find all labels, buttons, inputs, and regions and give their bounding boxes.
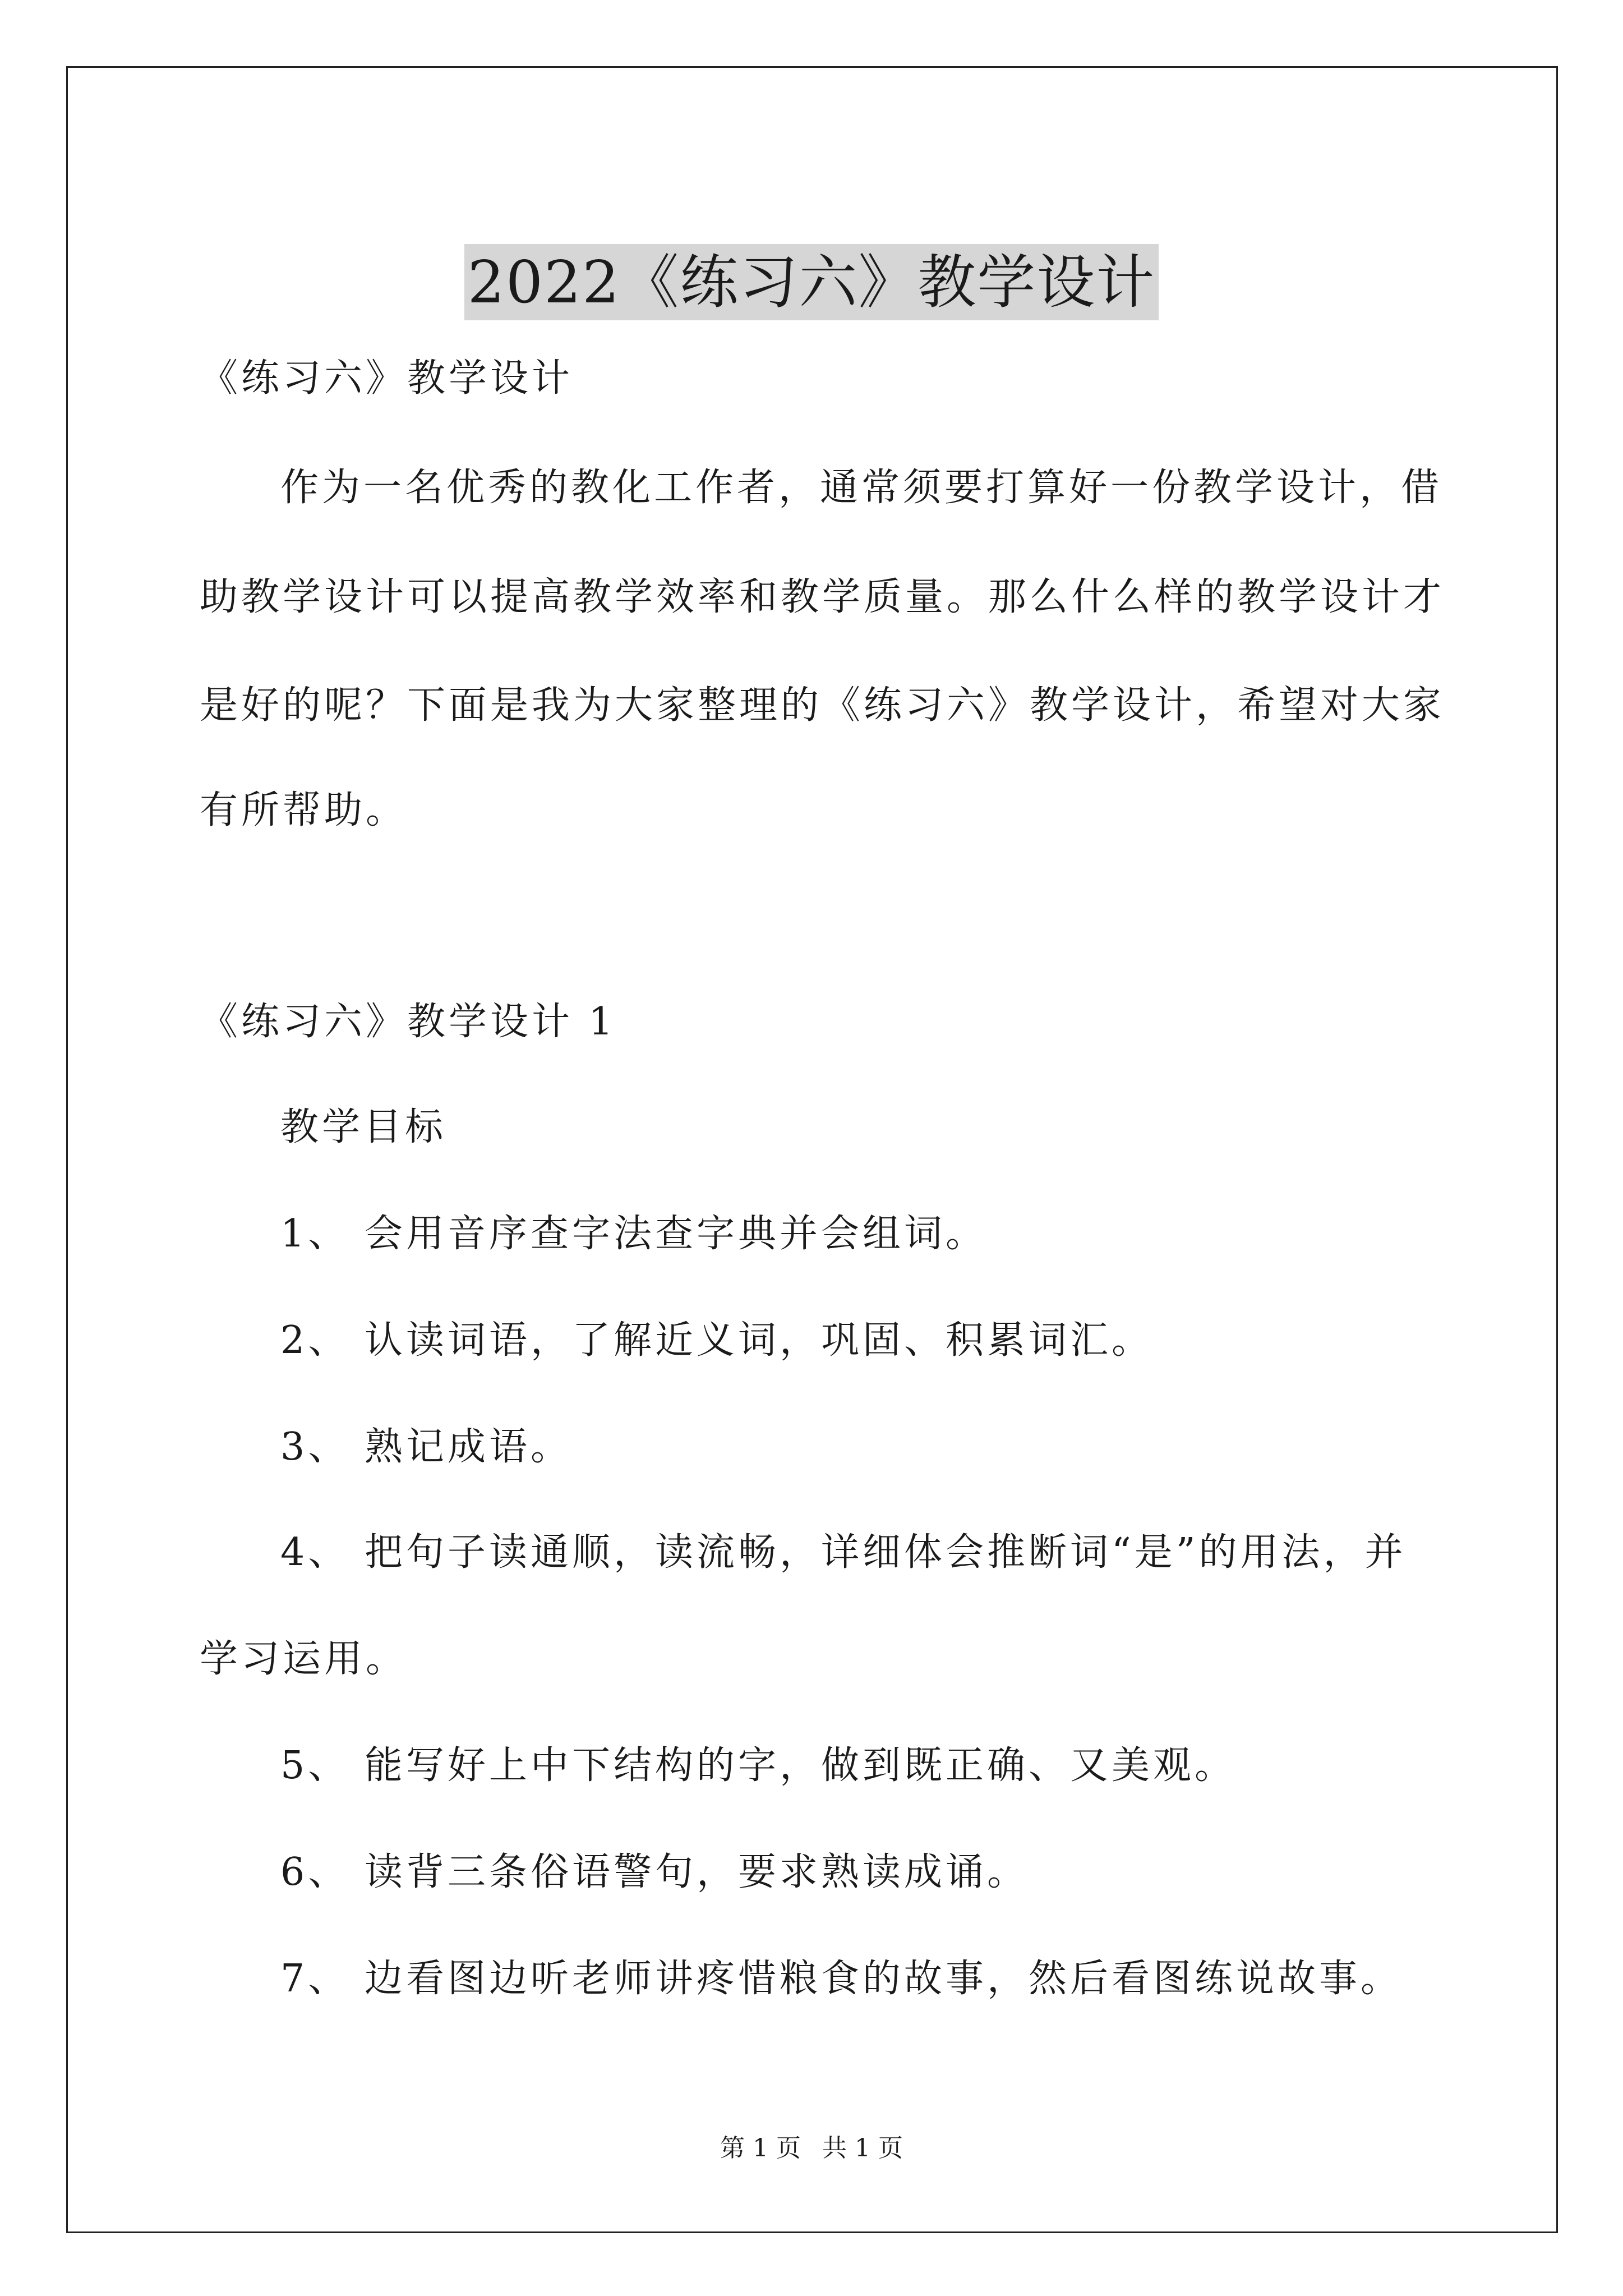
document-title: 2022《练习六》教学设计 <box>464 244 1159 320</box>
intro-line-3: 是好的呢？下面是我为大家整理的《练习六》教学设计，希望对大家 <box>200 683 1445 728</box>
goal-item-1 <box>280 1212 987 1257</box>
page-footer <box>0 2132 1623 2165</box>
goal-number: 6、 <box>280 1850 350 1894</box>
goal-text: 把句子读通顺，读流畅，详细体会推断词“是”的用法，并 <box>365 1530 1407 1575</box>
goal-item-4 <box>280 1530 1407 1575</box>
goal-item-4-continuation: 学习运用。 <box>200 1637 408 1681</box>
goal-number: 7、 <box>280 1957 350 2001</box>
page-total: 共 1 页 <box>822 2134 903 2162</box>
goal-item-7 <box>280 1957 1402 2001</box>
goal-item-6 <box>280 1850 1029 1895</box>
goal-number: 4、 <box>280 1530 350 1575</box>
subtitle: 《练习六》教学设计 <box>200 356 574 401</box>
goal-text: 读背三条俗语警句，要求熟读成诵。 <box>365 1850 1029 1894</box>
goal-number: 2、 <box>280 1318 350 1363</box>
goal-text: 会用音序查字法查字典并会组词。 <box>365 1212 988 1256</box>
goal-text: 熟记成语。 <box>365 1425 573 1469</box>
goal-number: 3、 <box>280 1425 350 1469</box>
intro-line-2: 助教学设计可以提高教学效率和教学质量。那么什么样的教学设计才 <box>200 575 1445 619</box>
goal-text: 能写好上中下结构的字，做到既正确、又美观。 <box>365 1743 1237 1788</box>
goal-item-5 <box>280 1743 1236 1788</box>
goal-item-3 <box>280 1425 572 1470</box>
page-number: 第 1 页 <box>720 2134 801 2162</box>
intro-line-1: 作为一名优秀的教化工作者，通常须要打算好一份教学设计，借 <box>280 466 1443 510</box>
intro-line-4: 有所帮助。 <box>200 788 408 832</box>
section-heading: 《练习六》教学设计 1 <box>200 1000 616 1044</box>
goal-item-2 <box>280 1318 1153 1363</box>
goal-text: 认读词语，了解近义词，巩固、积累词汇。 <box>365 1318 1154 1363</box>
goal-number: 5、 <box>280 1743 350 1788</box>
goal-text: 边看图边听老师讲疼惜粮食的故事，然后看图练说故事。 <box>365 1957 1403 2001</box>
goals-heading: 教学目标 <box>280 1105 447 1149</box>
title-container <box>0 205 1623 359</box>
goal-number: 1、 <box>280 1212 350 1256</box>
